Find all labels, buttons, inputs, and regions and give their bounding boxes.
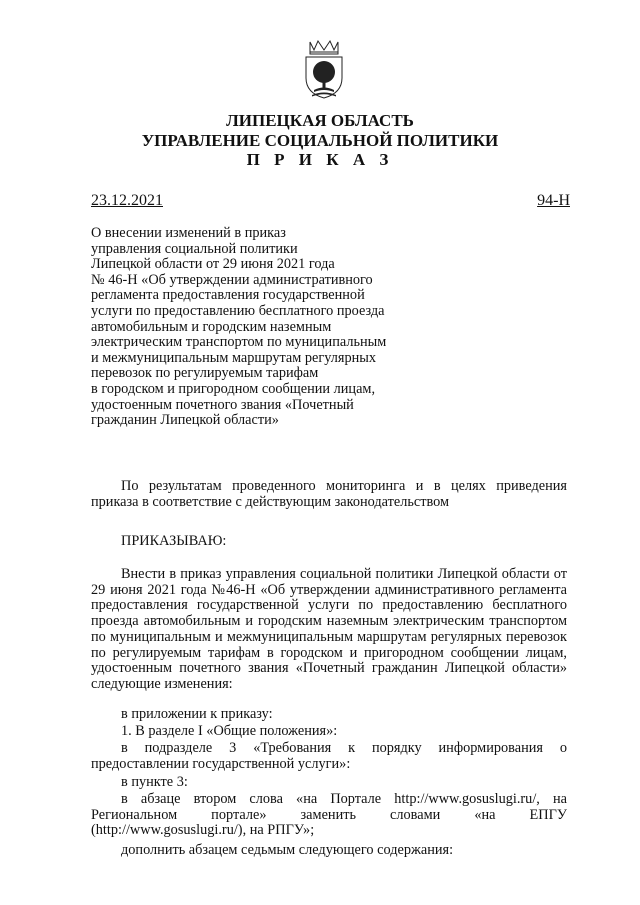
doc-subject: О внесении изменений в приказ управления социальной политики Липецкой области от 29 июня 2021 года № 46-Н «Об утверждении административного регламента предоставления государственной услуги по предоставлению бесплатного проезда автомобильным и городским наземным электрическим транспортом по муниципальным и межмуниципальным маршрутам регулярных перевозок по регулируемым тарифам в городском и пригородном сообщении лицам, удостоенным почетного звания «Почетный гражданин Липецкой области» bbox=[91, 225, 387, 429]
preamble-paragraph: По результатам проведенного мониторинга и в целях приведения приказа в соответствие с действующим законодательством bbox=[91, 478, 567, 510]
subsection-3-paragraph: в подразделе 3 «Требования к порядку информирования о предоставлении государственной услуги»: bbox=[91, 740, 567, 772]
point-3-line: в пункте 3: bbox=[121, 774, 188, 790]
department-title: УПРАВЛЕНИЕ СОЦИАЛЬНОЙ ПОЛИТИКИ bbox=[141, 131, 499, 150]
paragraph-2-amendment: в абзаце втором слова «на Портале http://www.gosuslugi.ru/, на Региональном портале» заменить словами «на ЕПГУ (http://www.gosuslugi.ru/), на РПГУ»; bbox=[91, 791, 567, 839]
region-title: ЛИПЕЦКАЯ ОБЛАСТЬ bbox=[226, 111, 414, 130]
appendix-line: в приложении к приказу: bbox=[121, 706, 273, 722]
coat-of-arms-icon bbox=[302, 38, 346, 100]
item-1-line: 1. В разделе I «Общие положения»: bbox=[121, 723, 338, 739]
main-paragraph: Внести в приказ управления социальной политики Липецкой области от 29 июня 2021 года №46-Н «Об утверждении административного регламента предоставления государственной услуги по предоставлению бесплатного проезда автомобильным и городским наземным электрическим транспортом по муниципальным и межмуниципальным маршрутам регулярных перевозок по регулируемым тарифам в городском и пригородном сообщении лицам, удостоенным почетного звания «Почетный гражданин Липецкой области» следующие изменения: bbox=[91, 566, 567, 692]
add-paragraph-7-line: дополнить абзацем седьмым следующего содержания: bbox=[121, 842, 454, 858]
doc-type-title: П Р И К А З bbox=[246, 150, 394, 169]
order-word: ПРИКАЗЫВАЮ: bbox=[121, 533, 227, 549]
doc-date: 23.12.2021 bbox=[91, 192, 163, 209]
doc-number: 94-Н bbox=[537, 192, 570, 209]
